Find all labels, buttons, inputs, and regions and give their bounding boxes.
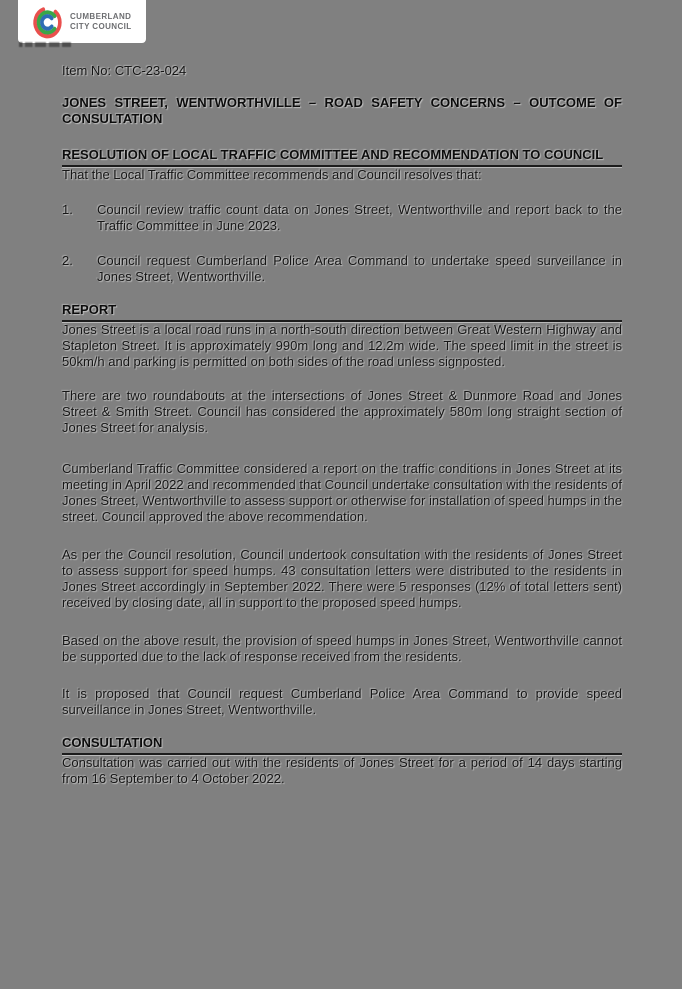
document-title: JONES STREET, WENTWORTHVILLE – ROAD SAFETY CONCERNS – OUTCOME OF CONSULTATION bbox=[62, 95, 622, 126]
item-number: Item No: CTC-23-024 bbox=[62, 63, 187, 78]
resolution-item-2 bbox=[62, 253, 622, 285]
resolution-item-text: Council request Cumberland Police Area Command to undertake speed surveillance in Jones Street, Wentworthville. bbox=[97, 253, 622, 284]
report-paragraph: As per the Council resolution, Council undertook consultation with the residents of Jones Street to assess support for speed humps. 43 consultation letters were distributed to the residents in Jones Street accordingly in September 2022. There were 5 responses (12% of total letters sent) received by closing date, all in support to the proposed speed humps. bbox=[62, 547, 622, 610]
consultation-heading: CONSULTATION bbox=[62, 735, 622, 755]
report-heading: REPORT bbox=[62, 302, 622, 322]
resolution-intro: That the Local Traffic Committee recommends and Council resolves that: bbox=[62, 167, 482, 182]
report-paragraph: Cumberland Traffic Committee considered a report on the traffic conditions in Jones Street at its meeting in April 2022 and recommended that Council undertake consultation with the residents of Jones Street, Wentworthville to assess support or otherwise for installation of speed humps in the street. Council approved the above recommendation. bbox=[62, 461, 622, 524]
report-paragraph: Based on the above result, the provision of speed humps in Jones Street, Wentworthville cannot be supported due to the lack of response received from the residents. bbox=[62, 633, 622, 664]
scan-artifact bbox=[19, 42, 71, 47]
consultation-paragraph: Consultation was carried out with the residents of Jones Street for a period of 14 days starting from 16 September to 4 October 2022. bbox=[62, 755, 622, 786]
resolution-item-text: Council review traffic count data on Jones Street, Wentworthville and report back to the Traffic Committee in June 2023. bbox=[97, 202, 622, 233]
council-logo-wordmark bbox=[70, 12, 132, 31]
council-name-line1: CUMBERLAND bbox=[70, 11, 132, 21]
council-c-icon bbox=[31, 3, 64, 40]
document-content bbox=[62, 63, 622, 787]
resolution-item-number: 1. bbox=[62, 202, 73, 217]
report-paragraph: Jones Street is a local road runs in a north-south direction between Great Western Highway and Stapleton Street. It is approximately 990m long and 12.2m wide. The speed limit in the street is 50km/h and parking is permitted on both sides of the road unless signposted. bbox=[62, 322, 622, 369]
report-paragraph: There are two roundabouts at the intersections of Jones Street & Dunmore Road and Jones Street & Smith Street. Council has considered the approximately 580m long straight section of Jones Street for analysis. bbox=[62, 388, 622, 435]
resolution-item-number: 2. bbox=[62, 253, 73, 268]
resolution-item-1 bbox=[62, 202, 622, 234]
resolution-heading: RESOLUTION OF LOCAL TRAFFIC COMMITTEE AND RECOMMENDATION TO COUNCIL bbox=[62, 147, 622, 167]
report-paragraph: It is proposed that Council request Cumberland Police Area Command to provide speed surveillance in Jones Street, Wentworthville. bbox=[62, 686, 622, 717]
council-logo bbox=[18, 0, 146, 43]
council-name-line2: CITY COUNCIL bbox=[70, 21, 132, 31]
